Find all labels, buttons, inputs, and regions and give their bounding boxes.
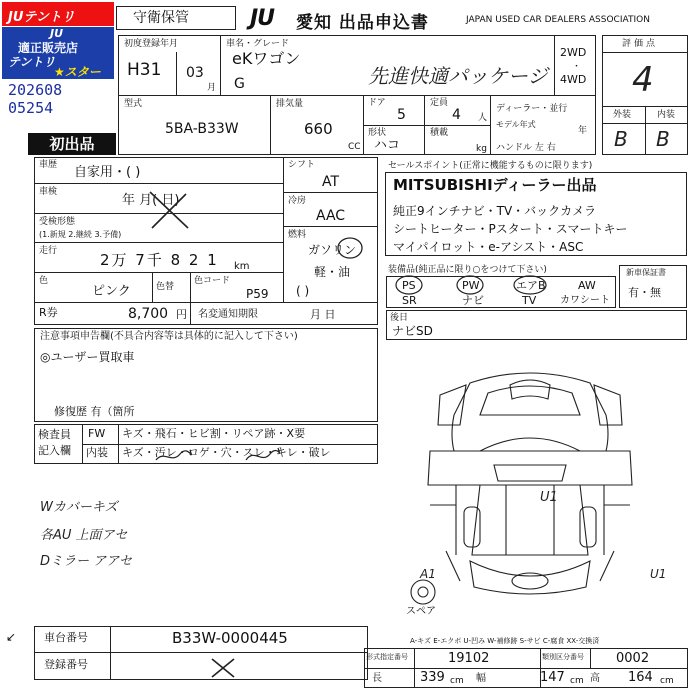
seats-value: 4 [452,107,461,123]
height-label: 高 [590,673,600,684]
reg-no-cross-mark [208,656,238,680]
mileage-label: 走行 [39,246,58,256]
dept-box [116,6,236,30]
rating-value: 4 [632,60,654,100]
document-subtitle: JAPAN USED CAR DEALERS ASSOCIATION [466,15,650,25]
car-grade-value: G [234,76,245,92]
equipment-label: 装備品(純正品に限り○をつけて下さい) [388,265,547,275]
width-label: 幅 [476,673,486,684]
color-code-value: P59 [246,287,269,301]
inspector-fw-items: キズ・飛石・ヒビ割・リペア跡・X要 [122,427,306,440]
reg-date-label: 初度登録年月 [124,39,179,49]
hand-note-2: 各AU 上面アセ [40,528,128,543]
car-grade-handwritten: 先進快適パッケージ [368,64,548,88]
fuel-circle-mark [336,236,364,260]
drive-4wd: 4WD [560,73,587,86]
form-no-label: 形式指定番号 [366,653,408,661]
cc-label: 排気量 [276,99,304,109]
color-code-label: 色コード [194,276,231,286]
equipment-circle-marks [394,274,554,296]
length-label: 長 [372,673,382,684]
ext-label: 外装 [613,110,632,120]
length-unit: cm [450,676,464,686]
usage-value: 自家用・( ) [74,165,141,180]
chassis-label: 車台番号 [44,631,88,644]
name-change-value: 月 日 [310,308,336,321]
inspector-interior: 内装 [86,446,108,459]
recycle-value: 8,700 [128,306,169,322]
notes-label: 注意事項申告欄(不具合内容等は具体的に記入して下さい) [40,331,298,342]
int-grade: B [656,127,670,151]
equip-tv: TV [522,294,537,307]
mileage-unit: km [234,261,250,272]
spare-tire-icon [408,578,438,606]
int-label: 内装 [657,110,676,120]
logo-top-text: JUテントリ [8,10,75,25]
height-value: 164 [628,670,653,685]
model-year-unit: 年 [578,126,588,136]
ac-label: 冷房 [288,196,307,206]
car-body-diagram [410,355,650,605]
recycle-label: R券 [39,306,58,319]
doors-label: ドア [368,98,386,108]
equip-sr: SR [402,294,417,307]
ext-grade: B [614,127,628,151]
fuel-value: ガソリン [308,243,357,257]
inspector-label-1: 検査員 [38,428,71,441]
shape-value: ハコ [374,138,401,153]
equip-airbag: エアB [516,279,546,292]
diagram-mark-u1-center: U1 [540,490,558,505]
tentori-star-badge [2,27,114,79]
receive-label: 受検形態 [39,217,76,227]
sales-label: セールスポイント(正常に機能するものに限ります) [388,161,593,171]
class-no-label: 類別区分番号 [542,653,584,661]
load-unit: kg [476,144,487,154]
diagram-mark-a1: A1 [420,567,436,581]
handle-label: ハンドル 左 右 [496,143,556,153]
brand-logo: JU [250,6,275,31]
equip-ps: PS [402,279,416,292]
model-year-label: モデル年式 [496,120,536,129]
fuel-label: 燃料 [288,230,307,240]
repair-history: 修復歴 有（箇所 [54,405,135,418]
mileage-value: 2万 7千 8 2 1 [100,251,219,269]
color-change-label: 色替 [156,282,175,292]
shift-value: AT [322,174,340,190]
fuel-paren: ( ) [296,284,310,298]
ju-logo-badge [2,2,114,26]
equip-navi: ナビ [462,294,484,307]
inspector-fw: FW [88,427,106,440]
length-value: 339 [420,670,445,685]
model-value: 5BA-B33W [165,121,239,137]
drive-separator: ・ [572,62,582,72]
inspector-int-items: キズ・汚レ・コゲ・穴・スレ・キレ・破レ [122,446,331,459]
later-label: 後日 [390,313,409,323]
rating-label: 評価点 [622,39,659,49]
new-car-value: 有・無 [628,286,661,299]
form-no-value: 19102 [448,651,490,666]
dept-text: 守衛保管 [133,10,189,26]
sales-line-1: MITSUBISHIディーラー出品 [393,176,597,194]
logo-sub1: JU [50,27,64,40]
logo-sub2: 適正販売店 [18,41,79,55]
logo-sub3: テントリ [8,55,56,69]
later-value: ナビSD [392,324,433,338]
inspector-scribble-marks [150,440,290,468]
first-sale-stamp [28,133,116,155]
sales-line-2: 純正9インチナビ・TV・バックカメラ [393,204,597,218]
seats-label: 定員 [430,98,449,108]
document-title: 愛知 出品申込書 [296,13,429,33]
usage-label: 車歴 [39,160,58,170]
shape-label: 形状 [368,128,387,138]
stock-code-1: 202608 [8,81,63,99]
reg-month-value: 03 [186,65,204,81]
load-label: 積載 [430,128,449,138]
width-unit: cm [570,676,584,686]
doors-value: 5 [397,107,406,123]
cc-unit: CC [348,142,361,152]
fuel-value-2: 軽・油 [314,265,351,279]
first-sale-text: 初出品 [49,135,95,153]
color-label: 色 [39,276,49,286]
logo-sub4: ★スター [54,65,101,79]
equip-aw: AW [578,279,596,292]
notes-item-1: ◎ユーザー買取車 [40,350,135,364]
spare-label: スペア [406,606,436,617]
height-unit: cm [660,676,674,686]
name-change-label: 名変通知期限 [198,309,258,320]
ac-value: AAC [316,208,346,224]
shaken-label: 車検 [39,187,58,197]
shift-label: シフト [288,160,316,170]
reg-no-label: 登録番号 [44,658,88,671]
model-label: 型式 [124,99,143,109]
damage-legend: A-キズ E-エクボ U-凹み W-補修跡 S-サビ C-腐食 XX-交換済 [410,637,600,645]
recycle-unit: 円 [176,308,187,321]
class-no-value: 0002 [616,651,650,666]
chassis-value: B33W-0000445 [172,629,288,647]
left-margin-mark: ↙ [6,630,17,644]
car-name-value: eKワゴン [232,49,301,68]
shaken-value: 年 月( 日) [122,193,180,208]
equip-pw: PW [462,279,480,292]
equip-leather: カワシート [560,295,610,306]
sales-line-4: マイパイロット・e-アシスト・ASC [393,240,584,254]
hand-note-3: Dミラー アアセ [40,554,133,569]
receive-options: (1.新規 2.継続 3.予備) [39,230,122,239]
seats-unit: 人 [478,113,488,123]
inspector-label-2: 記入欄 [38,444,71,457]
shaken-cross-mark [146,188,192,232]
reg-month-unit: 月 [207,83,217,93]
width-value: 147 [540,670,565,685]
stock-code-2: 05254 [8,99,54,117]
new-car-label: 新車保証書 [626,268,666,277]
hand-note-1: Wカバーキズ [40,500,118,515]
dealer-label: ディーラー・並行 [496,104,568,114]
reg-year-value: H31 [127,60,162,80]
color-value: ピンク [92,284,131,299]
car-name-label: 車名・グレード [226,39,290,49]
cc-value: 660 [304,120,333,138]
diagram-mark-u1-right: U1 [650,567,667,581]
drive-2wd: 2WD [560,46,587,59]
sales-line-3: シートヒーター・Pスタート・スマートキー [393,222,628,236]
